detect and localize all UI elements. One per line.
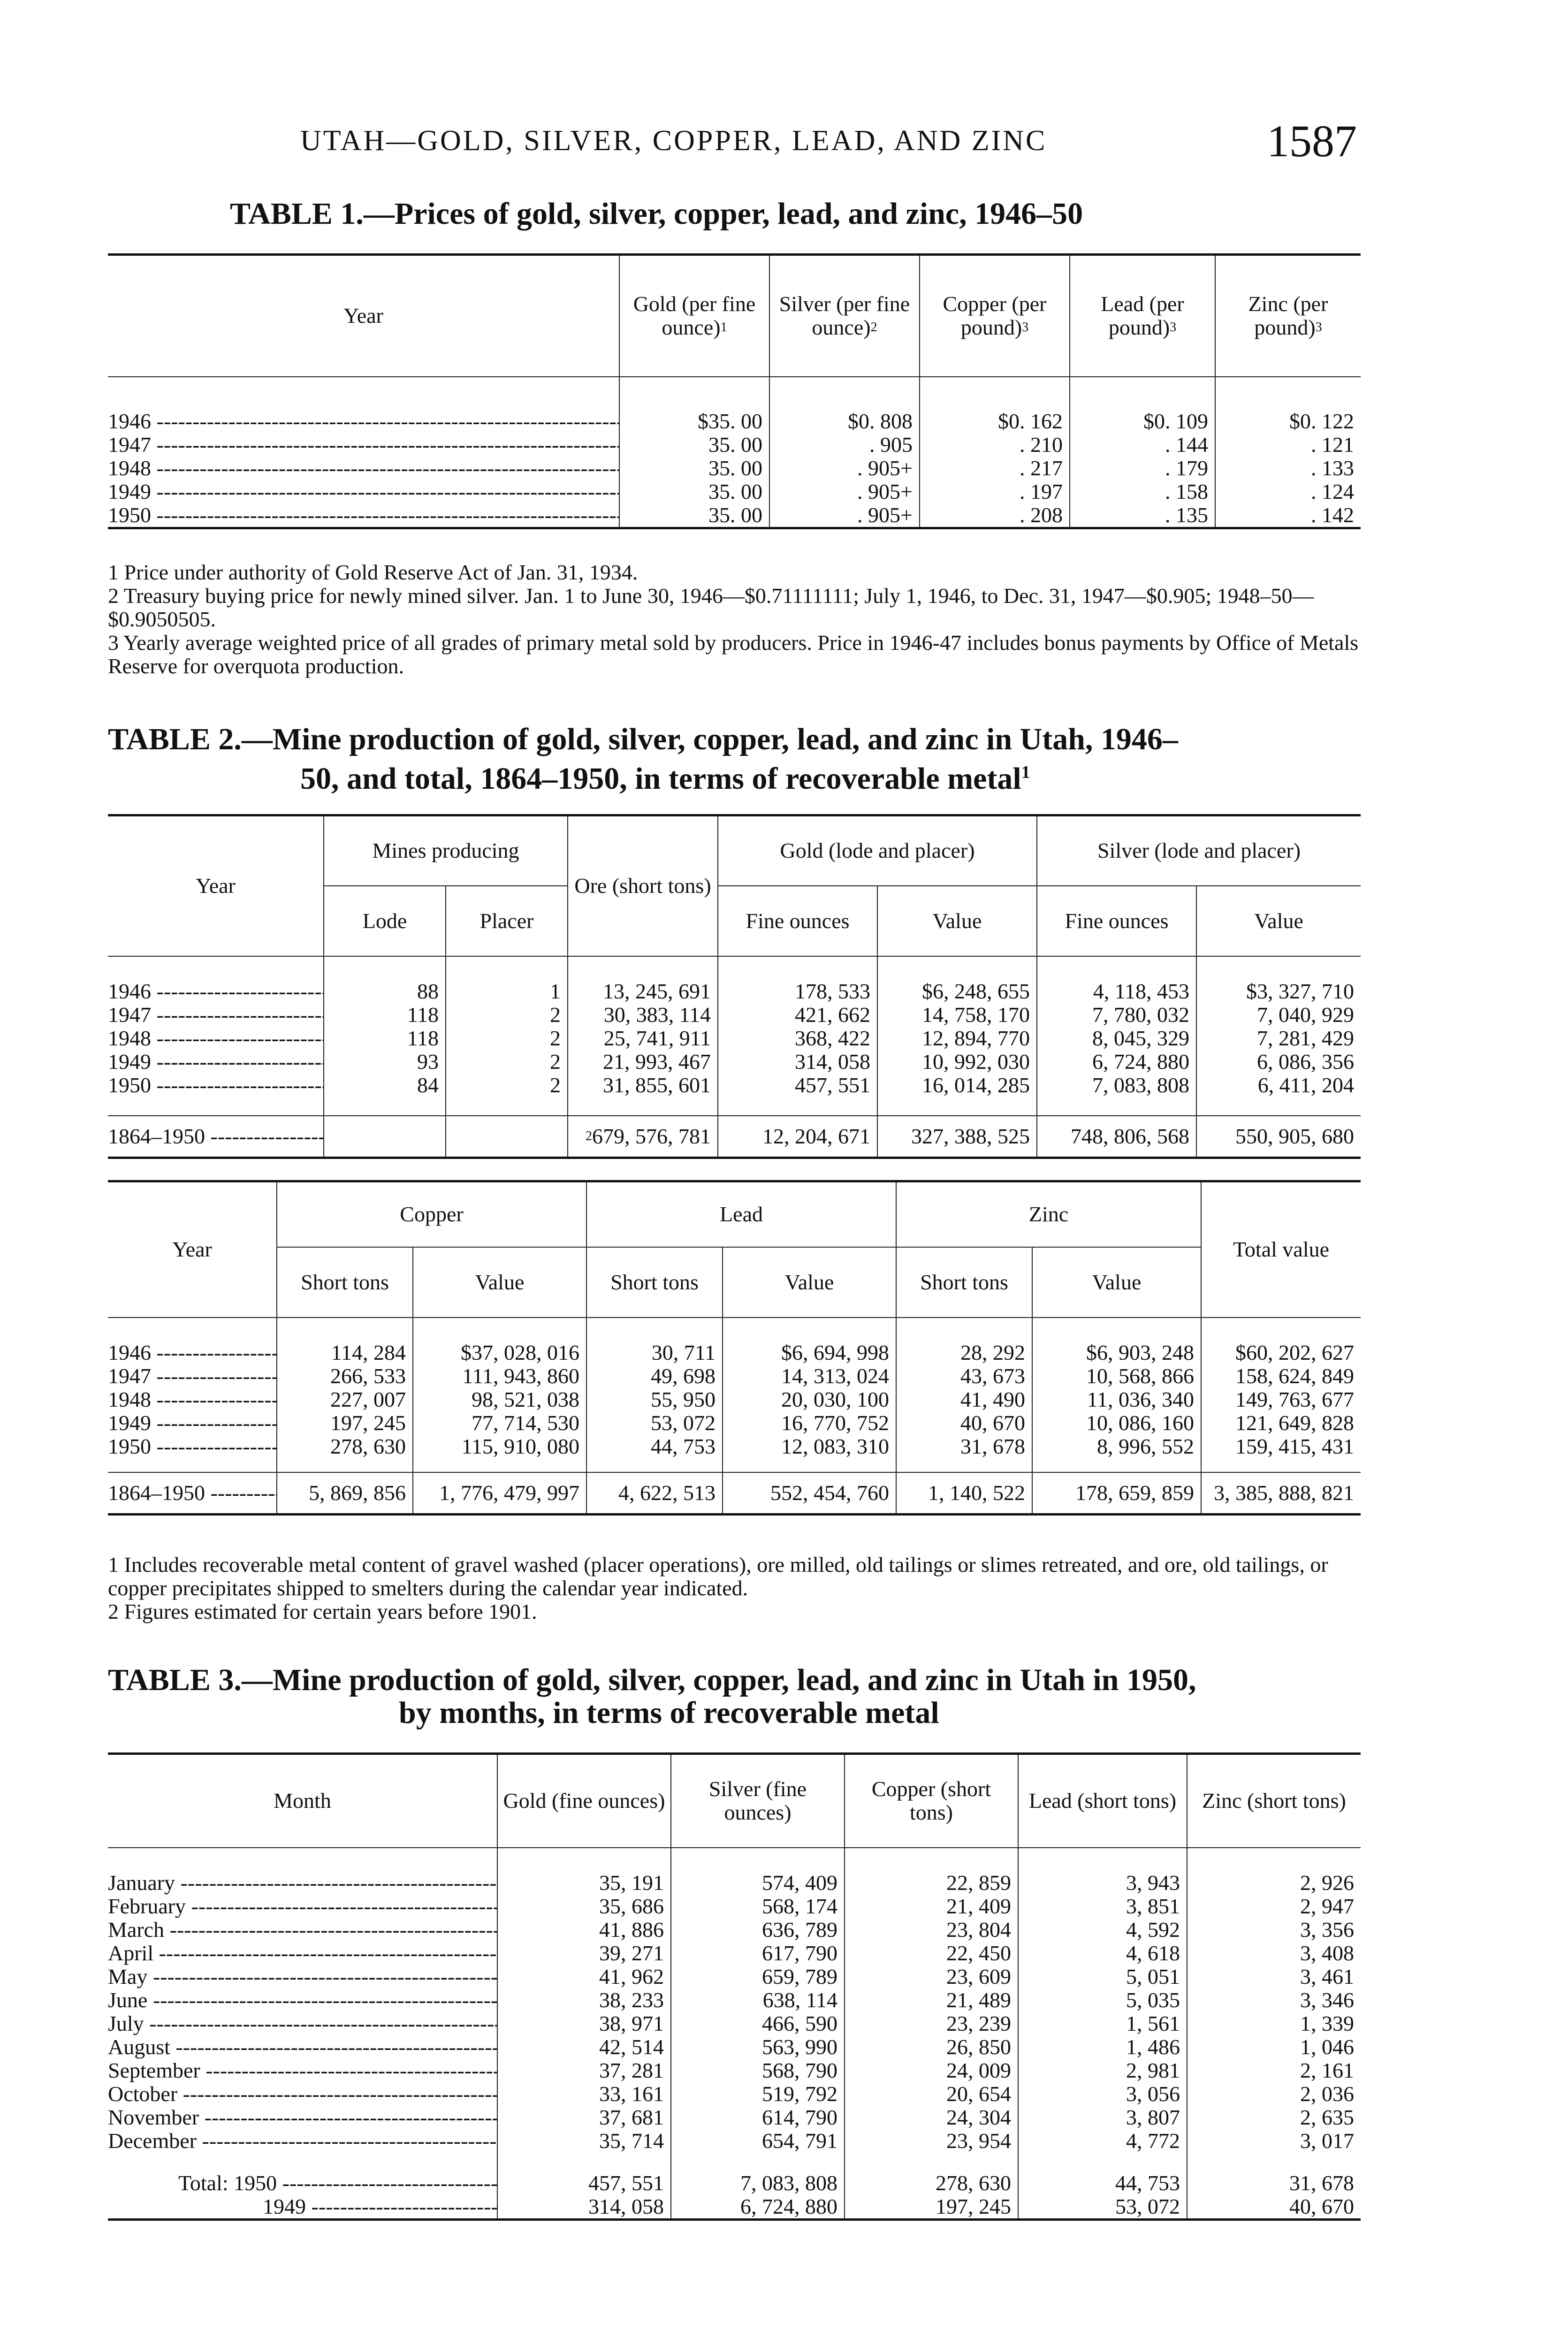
table3-header-copper: Copper (short tons): [845, 1754, 1018, 1848]
table2b-header-total-value: Total value: [1201, 1181, 1361, 1318]
table-row: 1949 ----- 197, 245 77, 714, 530 53, 072 16, 770, 752 40, 670 10, 086, 160 121, 649, 828: [108, 1411, 1361, 1435]
table-row: March ----- 41, 886 636, 789 23, 804 4, 592 3, 356: [108, 1918, 1361, 1942]
table2b-header-lead-short-tons: Short tons: [586, 1247, 723, 1318]
table-row: June ----- 38, 233 638, 114 21, 489 5, 035 3, 346: [108, 1988, 1361, 2012]
table2-header-gold: Gold (lode and placer): [718, 815, 1037, 886]
table3-header-lead: Lead (short tons): [1018, 1754, 1187, 1848]
table2-header-lode: Lode: [324, 886, 446, 956]
table2b-header-lead: Lead: [586, 1181, 896, 1247]
table-total-row: Total: 1950 ----- 457, 551 7, 083, 808 278, 630 44, 753 31, 678: [108, 2171, 1361, 2195]
table-row: April ----- 39, 271 617, 790 22, 450 4, 618 3, 408: [108, 1942, 1361, 1965]
table1-header-year: Year: [108, 255, 619, 377]
table-row: 1946 ----- 88 1 13, 245, 691 178, 533 $6, 248, 655 4, 118, 453 $3, 327, 710: [108, 980, 1361, 1003]
table2b-header-zinc-short-tons: Short tons: [896, 1247, 1032, 1318]
table1-footnotes: [108, 561, 1361, 678]
footnote: 2 Treasury buying price for newly mined silver. Jan. 1 to June 30, 1946—$0.71111111; July 1, 1946, to Dec. 31, 1947—$0.905; 1948–50—$0.9050505.: [108, 584, 1314, 631]
table-row: 1950 ----- 35. 00 . 905+ . 208 . 135 . 142: [108, 503, 1361, 528]
table1-header-gold: Gold (per fine ounce)$^1$: [619, 255, 769, 377]
table1-header-zinc: Zinc (per pound)$^3$: [1215, 255, 1361, 377]
table-row: 1949 ----- 35. 00 . 905+ . 197 . 158 . 124: [108, 480, 1361, 503]
table2b-header-copper-short-tons: Short tons: [277, 1247, 413, 1318]
table2-header-silver-fine-ounces: Fine ounces: [1037, 886, 1196, 956]
table-row: August ----- 42, 514 563, 990 26, 850 1, 486 1, 046: [108, 2035, 1361, 2059]
table3-header-month: Month: [108, 1754, 497, 1848]
table2-header-ore: Ore (short tons): [568, 815, 718, 956]
table-total-row: 1949 ----- 314, 058 6, 724, 880 197, 245 53, 072 40, 670: [108, 2195, 1361, 2220]
table2b-header-zinc: Zinc: [896, 1181, 1201, 1247]
table2-caption-line1: TABLE 2.—Mine production of gold, silver, copper, lead, and zinc in Utah, 1946–: [108, 722, 1178, 756]
table-row: February ----- 35, 686 568, 174 21, 409 3, 851 2, 947: [108, 1895, 1361, 1918]
table2-header-placer: Placer: [446, 886, 568, 956]
table3-caption-line1: TABLE 3.—Mine production of gold, silver, copper, lead, and zinc in Utah in 1950,: [108, 1663, 1196, 1697]
table3-header-silver: Silver (fine ounces): [671, 1754, 845, 1848]
table2-header-gold-value: Value: [877, 886, 1037, 956]
table2-header-silver-value: Value: [1196, 886, 1361, 956]
table-row: 1947 ----- 266, 533 111, 943, 860 49, 698 14, 313, 024 43, 673 10, 568, 866 158, 624, 849: [108, 1364, 1361, 1388]
table1-header-copper: Copper (per pound)$^3$: [920, 255, 1070, 377]
table2b-header-copper: Copper: [277, 1181, 586, 1247]
table1-header-silver: Silver (per fine ounce)$^2$: [769, 255, 920, 377]
table-row: 1947 ----- 118 2 30, 383, 114 421, 662 14, 758, 170 7, 780, 032 7, 040, 929: [108, 1003, 1361, 1027]
table2-part1: [108, 814, 1361, 1159]
table-row: 1948 ----- 227, 007 98, 521, 038 55, 950 20, 030, 100 41, 490 11, 036, 340 149, 763, 677: [108, 1388, 1361, 1411]
table-row: 1949 ----- 93 2 21, 993, 467 314, 058 10, 992, 030 6, 724, 880 6, 086, 356: [108, 1050, 1361, 1074]
page-number: 1587: [1267, 116, 1357, 166]
table-total-row: 1864–1950 ----- $^2$679, 576, 781 12, 204, 671 327, 388, 525 748, 806, 568 550, 905, 680: [108, 1116, 1361, 1158]
table2b-header-zinc-value: Value: [1032, 1247, 1201, 1318]
table2b-header-lead-value: Value: [723, 1247, 896, 1318]
table2b-header-copper-value: Value: [413, 1247, 586, 1318]
table2-caption-line2: 50, and total, 1864–1950, in terms of recoverable metal$^1$: [300, 762, 1030, 796]
table-row: September ----- 37, 281 568, 790 24, 009 2, 981 2, 161: [108, 2059, 1361, 2082]
table1-caption: TABLE 1.—Prices of gold, silver, copper, lead, and zinc, 1946–50: [230, 197, 1083, 231]
table2-part2: [108, 1180, 1361, 1516]
table-row: 1946 ----- 114, 284 $37, 028, 016 30, 711 $6, 694, 998 28, 292 $6, 903, 248 $60, 202, 627: [108, 1341, 1361, 1364]
table2b-header-year: Year: [108, 1181, 277, 1318]
table-row: 1950 ----- 84 2 31, 855, 601 457, 551 16, 014, 285 7, 083, 808 6, 411, 204: [108, 1074, 1361, 1097]
table-row: 1948 ----- 118 2 25, 741, 911 368, 422 12, 894, 770 8, 045, 329 7, 281, 429: [108, 1027, 1361, 1050]
table3-caption-line2: by months, in terms of recoverable metal: [399, 1696, 939, 1730]
table2-footnotes: [108, 1553, 1361, 1623]
table2-header-silver: Silver (lode and placer): [1037, 815, 1361, 886]
footnote: 3 Yearly average weighted price of all grades of primary metal sold by producers. Price in 1946-47 includes bonus payments by Office of Metals Reserve for overquota production.: [108, 631, 1359, 678]
table-row: 1946 ----- $35. 00 $0. 808 $0. 162 $0. 109 $0. 122: [108, 410, 1361, 433]
table3-header-zinc: Zinc (short tons): [1187, 1754, 1361, 1848]
table2-header-gold-fine-ounces: Fine ounces: [718, 886, 877, 956]
table-row: July ----- 38, 971 466, 590 23, 239 1, 561 1, 339: [108, 2012, 1361, 2035]
footnote: 1 Includes recoverable metal content of gravel washed (placer operations), ore milled, old tailings or slimes retreated, and ore, old tailings, or copper precipitates shipped to smelters during the calendar year indicated.: [108, 1553, 1328, 1600]
running-title: UTAH—GOLD, SILVER, COPPER, LEAD, AND ZINC: [300, 125, 1047, 157]
table1-header-lead: Lead (per pound)$^3$: [1070, 255, 1215, 377]
table-row: November ----- 37, 681 614, 790 24, 304 3, 807 2, 635: [108, 2106, 1361, 2129]
table1: [108, 253, 1361, 529]
table2-header-year: Year: [108, 815, 324, 956]
table-row: October ----- 33, 161 519, 792 20, 654 3, 056 2, 036: [108, 2082, 1361, 2106]
table-row: December ----- 35, 714 654, 791 23, 954 4, 772 3, 017: [108, 2129, 1361, 2153]
footnote: 2 Figures estimated for certain years before 1901.: [108, 1600, 537, 1623]
table-total-row: 1864–1950 ----- 5, 869, 856 1, 776, 479, 997 4, 622, 513 552, 454, 760 1, 140, 522 178, 659, 859 3, 385, 888, 821: [108, 1472, 1361, 1515]
table-row: January ----- 35, 191 574, 409 22, 859 3, 943 2, 926: [108, 1871, 1361, 1895]
table3: [108, 1752, 1361, 2221]
table-row: 1950 ----- 278, 630 115, 910, 080 44, 753 12, 083, 310 31, 678 8, 996, 552 159, 415, 431: [108, 1435, 1361, 1458]
table-row: 1948 ----- 35. 00 . 905+ . 217 . 179 . 133: [108, 457, 1361, 480]
table-row: May ----- 41, 962 659, 789 23, 609 5, 051 3, 461: [108, 1965, 1361, 1988]
table-row: 1947 ----- 35. 00 . 905 . 210 . 144 . 121: [108, 433, 1361, 457]
table3-header-gold: Gold (fine ounces): [497, 1754, 671, 1848]
footnote: 1 Price under authority of Gold Reserve Act of Jan. 31, 1934.: [108, 560, 638, 584]
table2-header-mines-producing: Mines producing: [324, 815, 568, 886]
